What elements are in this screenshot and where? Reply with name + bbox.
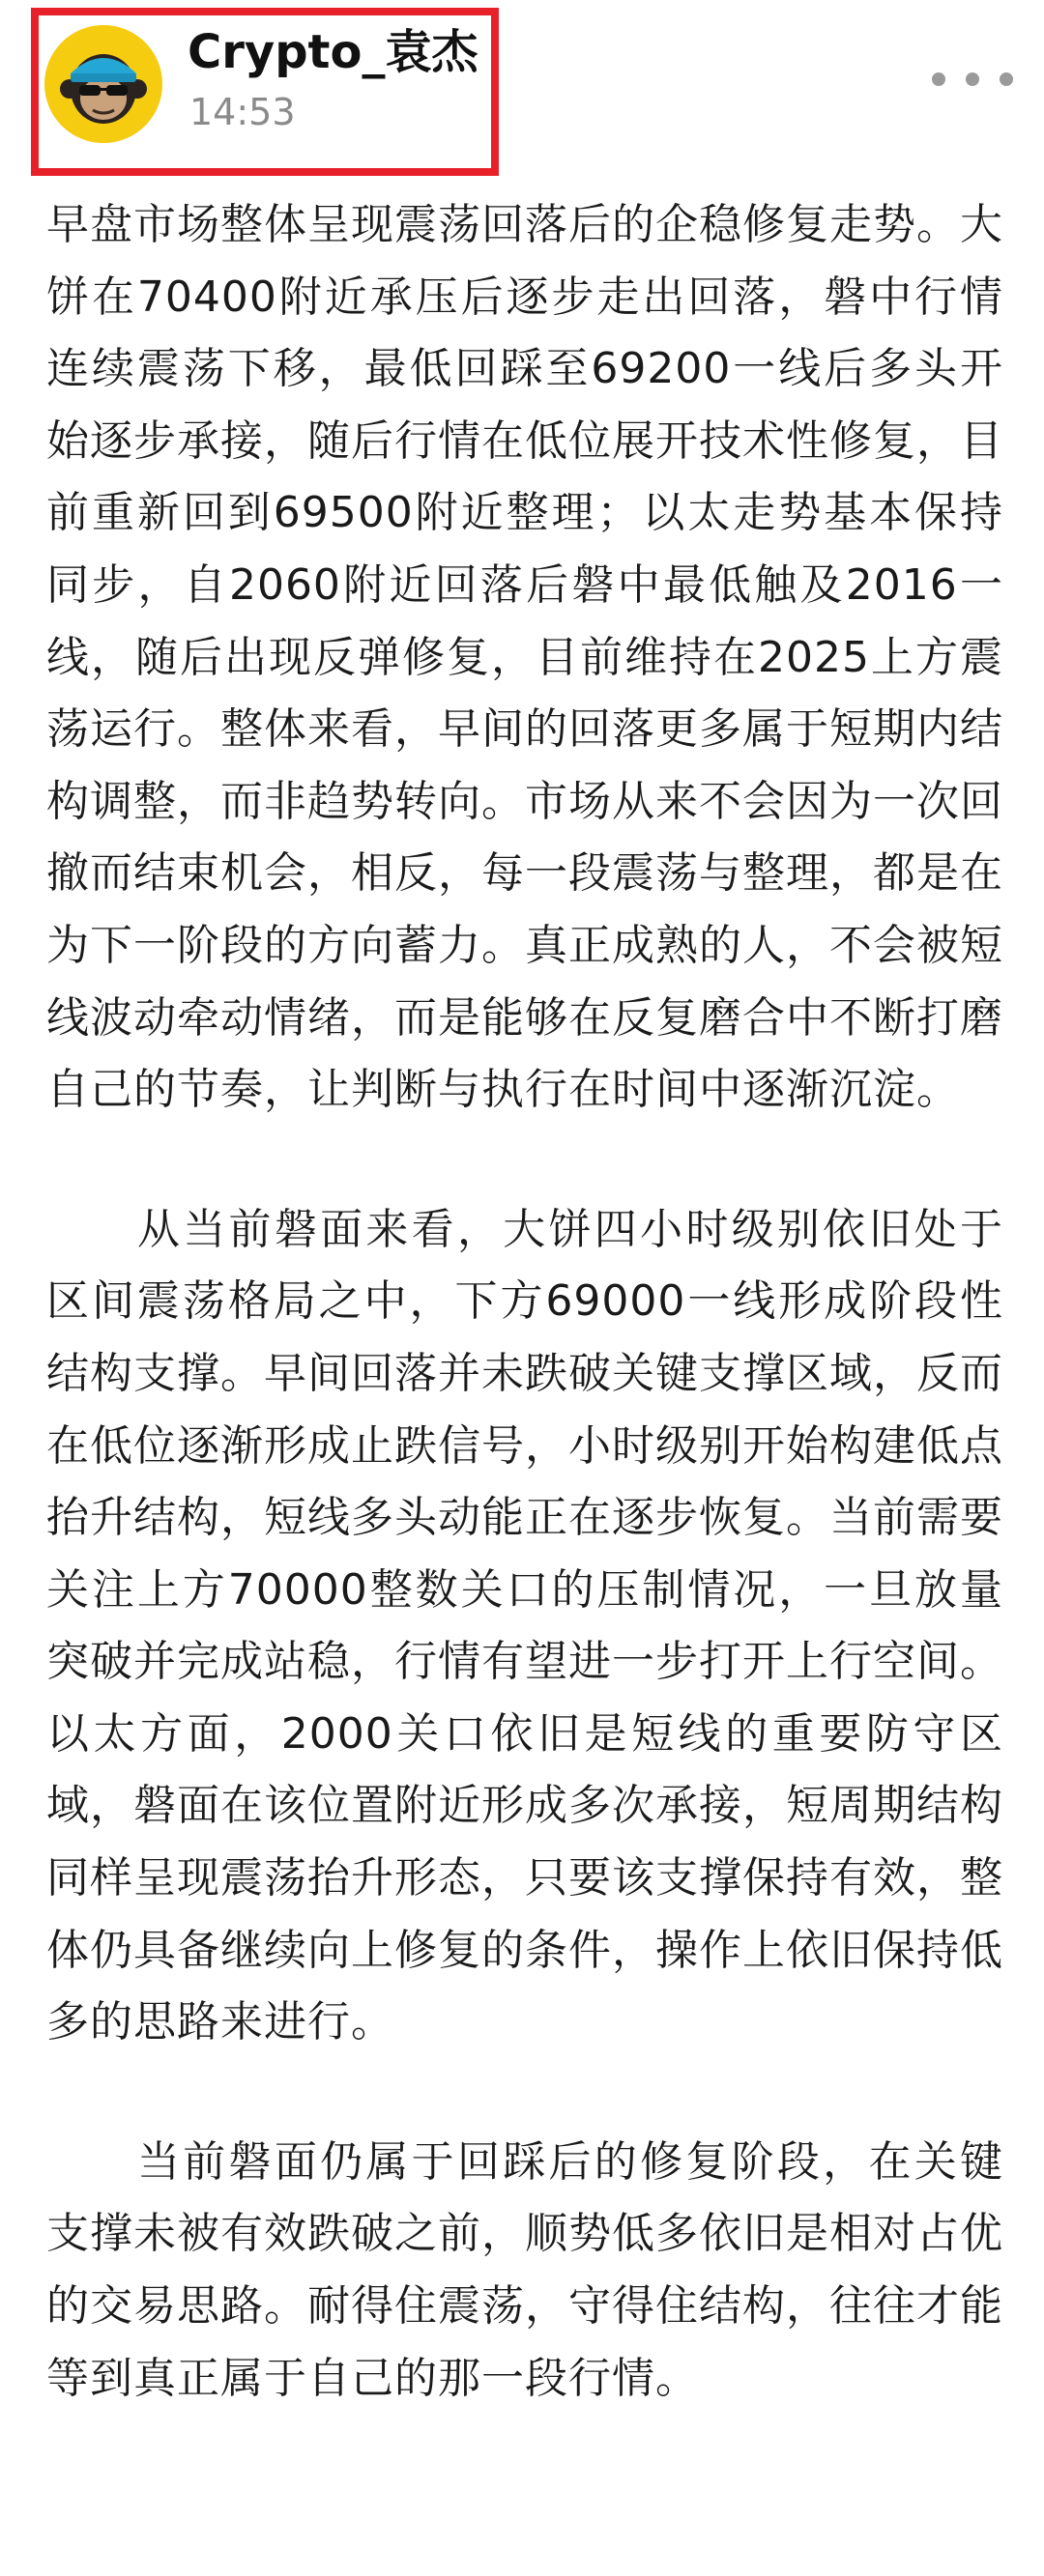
- post-body: [46, 189, 1003, 2415]
- paragraph-3: 当前磐面仍属于回踩后的修复阶段，在关键支撑未被有效跌破之前，顺势低多依旧是相对占优的交易思路。耐得住震荡，守得住结构，往往才能等到真正属于自己的那一段行情。: [46, 2136, 1003, 2403]
- more-options-button[interactable]: [932, 58, 1013, 100]
- more-dots-icon: [932, 72, 945, 86]
- paragraph-1: 早盘市场整体呈现震荡回落后的企稳修复走势。大饼在70400附近承压后逐步走出回落，磐中行情连续震荡下移，最低回踩至69200一线后多头开始逐步承接，随后行情在低位展开技术性修复，目前重新回到69500附近整理；以太走势基本保持同步，自2060附近回落后磐中最低触及2016一线，随后出现反弹修复，目前维持在2025上方震荡运行。整体来看，早间的回落更多属于短期内结构调整，而非趋势转向。市场从来不会因为一次回撤而结束机会，相反，每一段震荡与整理，都是在为下一阶段的方向蓄力。真正成熟的人，不会被短线波动牵动情绪，而是能够在反复磨合中不断打磨自己的节奏，让判断与执行在时间中逐渐沉淀。: [46, 200, 1003, 1115]
- more-dots-icon: [966, 72, 979, 86]
- post-header: [0, 0, 1044, 184]
- post-time: 14:53: [189, 91, 296, 133]
- paragraph-2: 从当前磐面来看，大饼四小时级别依旧处于区间震荡格局之中，下方69000一线形成阶段性结构支撑。早间回落并未跌破关键支撑区域，反而在低位逐渐形成止跌信号，小时级别开始构建低点抬升结构，短线多头动能正在逐步恢复。当前需要关注上方70000整数关口的压制情况，一旦放量突破并完成站稳，行情有望进一步打开上行空间。以太方面，2000关口依旧是短线的重要防守区域，磐面在该位置附近形成多次承接，短周期结构同样呈现震荡抬升形态，只要该支撑保持有效，整体仍具备继续向上修复的条件，操作上依旧保持低多的思路来进行。: [46, 1204, 1003, 2047]
- author-name[interactable]: Crypto_袁杰: [188, 25, 478, 79]
- author-highlight-frame: [31, 8, 499, 176]
- more-dots-icon: [1000, 72, 1013, 86]
